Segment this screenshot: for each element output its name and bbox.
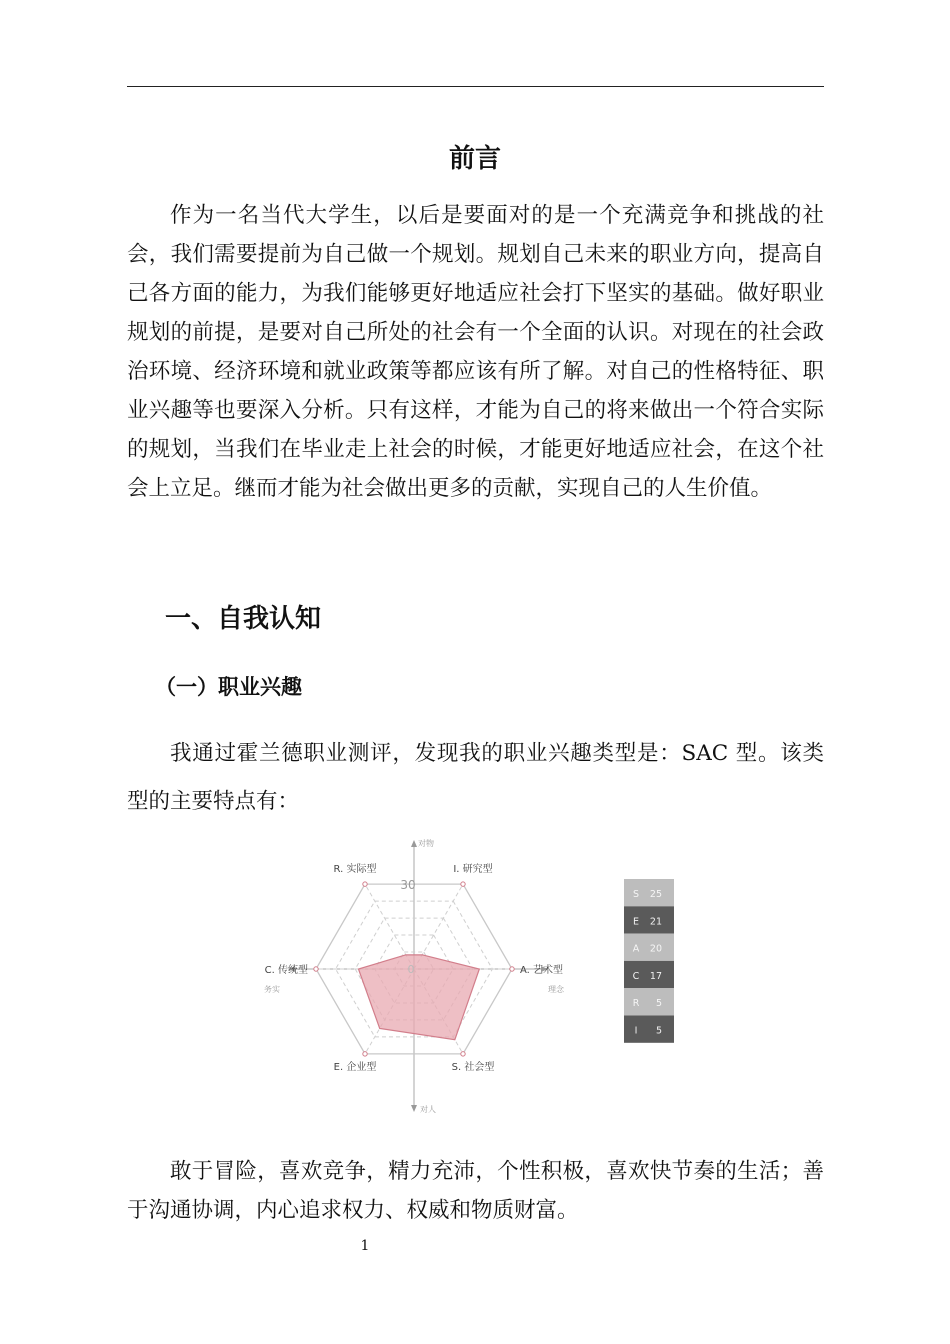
- radar-data-area: [358, 955, 479, 1040]
- ranking-key: E: [632, 916, 640, 928]
- axis-arrow-icon: [411, 840, 417, 847]
- page-title: 前言: [448, 144, 501, 174]
- radar-axis-label: E. 企业型: [333, 1061, 377, 1073]
- ranking-key: R: [632, 998, 640, 1010]
- radar-vertex-marker: [363, 1052, 367, 1056]
- ranking-value: 20: [649, 943, 662, 955]
- axis-arrow-icon: [411, 1105, 417, 1112]
- radar-vertex-marker: [461, 882, 465, 886]
- axis-title-top: 对物: [418, 839, 434, 848]
- ranking-row-bg: [624, 988, 674, 1015]
- radar-axis-label: S. 社会型: [451, 1061, 495, 1073]
- ranking-key: A: [632, 943, 640, 955]
- ranking-value: 5: [655, 998, 662, 1010]
- traits-paragraph: 敢于冒险，喜欢竞争，精力充沛，个性积极，喜欢快节奏的生活；善于沟通协调，内心追求权力、权威和物质财富。: [127, 1159, 824, 1223]
- ranking-row-bg: [624, 1016, 674, 1043]
- radar-vertex-marker: [363, 882, 367, 886]
- scale-min-label: 0: [407, 963, 415, 976]
- axis-title-bottom: 对人: [420, 1105, 436, 1114]
- header-rule: [127, 86, 824, 87]
- holland-radar-chart: [250, 830, 690, 1120]
- axis-title-right: 理念: [548, 985, 564, 994]
- radar-vertex-marker: [510, 967, 514, 971]
- radar-axis-label: R. 实际型: [333, 864, 377, 876]
- ranking-key: S: [632, 889, 640, 900]
- axis-title-left: 务实: [264, 985, 280, 994]
- page-number: 1: [360, 1238, 370, 1254]
- subsection-heading: （一）职业兴趣: [155, 675, 302, 699]
- ranking-value: 21: [649, 916, 662, 928]
- scale-max-label: 30: [400, 878, 416, 892]
- ranking-key: I: [634, 1025, 638, 1037]
- radar-axis-label: C. 传统型: [264, 965, 308, 976]
- radar-axis-label: I. 研究型: [453, 864, 493, 876]
- intro-paragraph: 作为一名当代大学生，以后是要面对的是一个充满竞争和挑战的社会，我们需要提前为自己做一个规划。规划自己未来的职业方向，提高自己各方面的能力，为我们能够更好地适应社会打下坚实的基础。做好职业规划的前提，是要对自己所处的社会有一个全面的认识。对现在的社会政治环境、经济环境和就业政策等都应该有所了解。对自己的性格特征、职业兴趣等也要深入分析。只有这样，才能为自己的将来做出一个符合实际的规划，当我们在毕业走上社会的时候，才能更好地适应社会，在这个社会上立足。继而才能为社会做出更多的贡献，实现自己的人生价值。: [127, 203, 824, 501]
- lead-paragraph: 我通过霍兰德职业测评，发现我的职业兴趣类型是：SAC 型。该类型的主要特点有：: [127, 741, 824, 814]
- radar-axis-label: A. 艺术型: [520, 965, 564, 976]
- radar-vertex-marker: [461, 1052, 465, 1056]
- ranking-key: C: [632, 970, 640, 982]
- section-heading: 一、自我认知: [165, 604, 322, 634]
- ranking-value: 25: [649, 889, 662, 900]
- radar-vertex-marker: [314, 967, 318, 971]
- ranking-value: 5: [655, 1025, 662, 1037]
- ranking-value: 17: [649, 970, 662, 982]
